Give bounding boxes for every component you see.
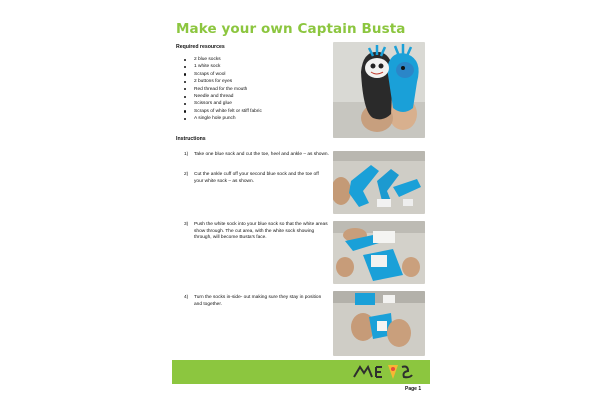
- cut-socks-photo-image: [333, 151, 425, 214]
- list-item: Scraps of wool: [176, 71, 262, 78]
- step-text: Turn the socks in-side- out making sure they stay in position and together.: [194, 295, 322, 307]
- instructions-heading: Instructions: [176, 136, 206, 142]
- instruction-step-4: [184, 295, 329, 308]
- puppet-photo: [333, 42, 425, 138]
- list-item: 2 blue socks: [176, 56, 262, 63]
- white-in-blue-photo: [333, 221, 425, 284]
- step-number: 1): [184, 152, 189, 157]
- step-text: Push the white sock into your blue sock so that the white areas show through. The cut area, with the white sock showing through, will become Busta's face.: [194, 222, 328, 241]
- white-in-blue-photo-image: [333, 221, 425, 284]
- list-item: Scraps of white felt or stiff fabric: [176, 108, 262, 115]
- cut-socks-photo: [333, 151, 425, 214]
- step-text: Take one blue sock and cut the toe, heel and ankle – as shown.: [194, 152, 329, 157]
- logo-graphic: [352, 363, 414, 381]
- instruction-step-1: [184, 152, 329, 159]
- step-number: 2): [184, 172, 189, 177]
- inside-out-photo-image: [333, 291, 425, 356]
- list-item: A single hole punch: [176, 115, 262, 122]
- list-item: 1 white sock: [176, 63, 262, 70]
- puppet-photo-image: [333, 42, 425, 138]
- step-number: 3): [184, 222, 189, 227]
- inside-out-photo: [333, 291, 425, 356]
- step-number: 4): [184, 295, 189, 300]
- page-title: Make your own Captain Busta: [176, 21, 406, 37]
- page-number: Page 1: [405, 386, 422, 392]
- instruction-step-3: [184, 222, 329, 242]
- logo: [352, 363, 414, 381]
- list-item: Red thread for the mouth: [176, 86, 262, 93]
- list-item: 2 buttons for eyes: [176, 78, 262, 85]
- step-text: Cut the ankle cuff off your second blue sock and the toe off your white sock – as shown.: [194, 172, 319, 184]
- resources-list: [176, 56, 262, 123]
- list-item: Scissors and glue: [176, 100, 262, 107]
- resources-heading: Required resources: [176, 44, 225, 50]
- instruction-step-2: [184, 172, 329, 185]
- list-item: Needle and thread: [176, 93, 262, 100]
